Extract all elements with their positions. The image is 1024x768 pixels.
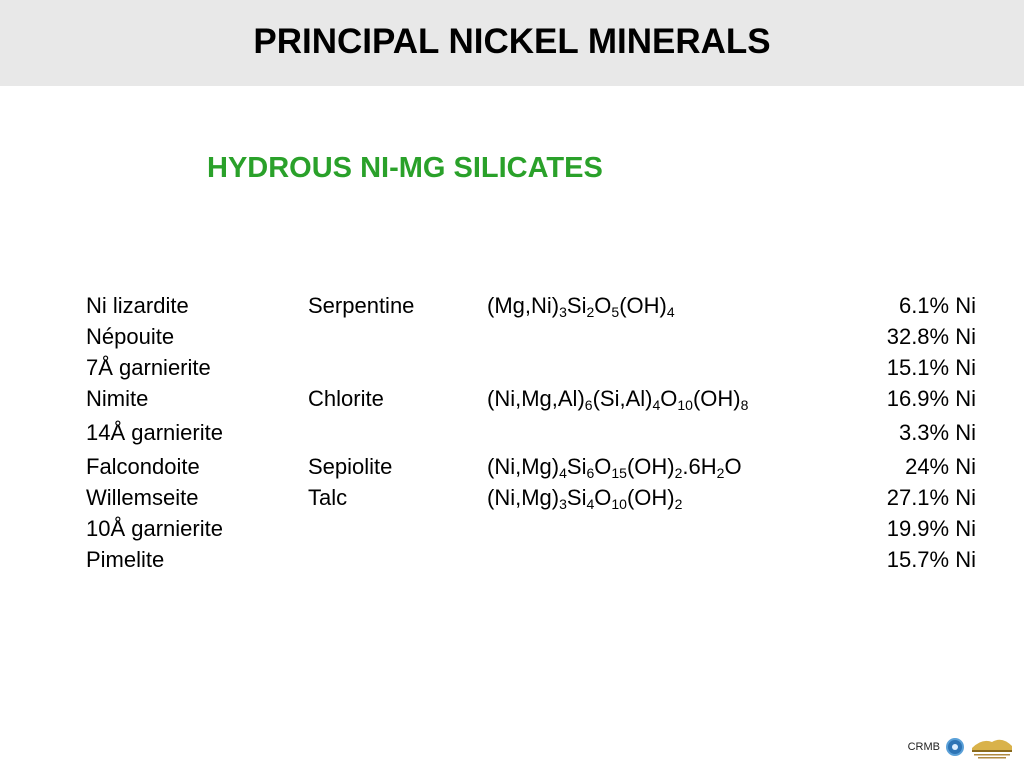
mineral-name: Pimelite (86, 547, 165, 572)
mineral-name: Nimite (86, 386, 149, 411)
table-row (86, 352, 976, 383)
mineral-group: Sepiolite (308, 454, 393, 479)
nickel-content: 32.8% Ni (886, 324, 976, 349)
nickel-content: 6.1% Ni (898, 293, 976, 318)
mineral-name: Falcondoite (86, 454, 200, 479)
table-row (86, 383, 976, 414)
mineral-name: Willemseite (86, 485, 199, 510)
nickel-content: 24% Ni (905, 454, 976, 479)
page-title: PRINCIPAL NICKEL MINERALS (253, 22, 771, 61)
table-row (86, 451, 976, 482)
mineral-name: 10Å garnierite (86, 516, 223, 541)
minerals-table (86, 290, 976, 575)
table-row (86, 321, 976, 352)
nickel-content: 16.9% Ni (886, 386, 976, 411)
mineral-formula: $(Ni,Mg)_3Si_4O_{10}(OH)_2$ (487, 485, 683, 512)
table-row (86, 482, 976, 513)
footer (908, 734, 1014, 760)
table-row (86, 513, 976, 544)
mineral-name: 7Å garnierite (86, 355, 211, 380)
csiro-logo-icon (946, 738, 964, 756)
mineral-name: Népouite (86, 324, 175, 349)
mineral-name: 14Å garnierite (86, 420, 223, 445)
nickel-content: 19.9% Ni (886, 516, 976, 541)
lead-logo-icon (970, 734, 1014, 760)
mineral-group: Serpentine (308, 293, 415, 318)
mineral-group: Talc (308, 485, 348, 510)
mineral-name: Ni lizardite (86, 293, 189, 318)
mineral-formula: $(Mg,Ni)_3Si_2O_5(OH)_4$ (487, 293, 675, 320)
footer-label: CRMB (907, 741, 940, 753)
table-row (86, 414, 976, 451)
nickel-content: 27.1% Ni (886, 485, 976, 510)
table-row (86, 544, 976, 575)
mineral-group: Chlorite (308, 386, 384, 411)
table-row (86, 290, 976, 321)
nickel-content: 3.3% Ni (898, 420, 976, 445)
mineral-formula: $(Ni,Mg,Al)_6(Si,Al)_4O_{10}(OH)_8$ (487, 386, 749, 413)
mineral-formula: $(Ni,Mg)_4Si_6O_{15}(OH)_2.6H_2O$ (487, 454, 742, 481)
nickel-content: 15.1% Ni (886, 355, 976, 380)
section-heading: HYDROUS NI-MG SILICATES (207, 152, 603, 184)
nickel-content: 15.7% Ni (886, 547, 976, 572)
